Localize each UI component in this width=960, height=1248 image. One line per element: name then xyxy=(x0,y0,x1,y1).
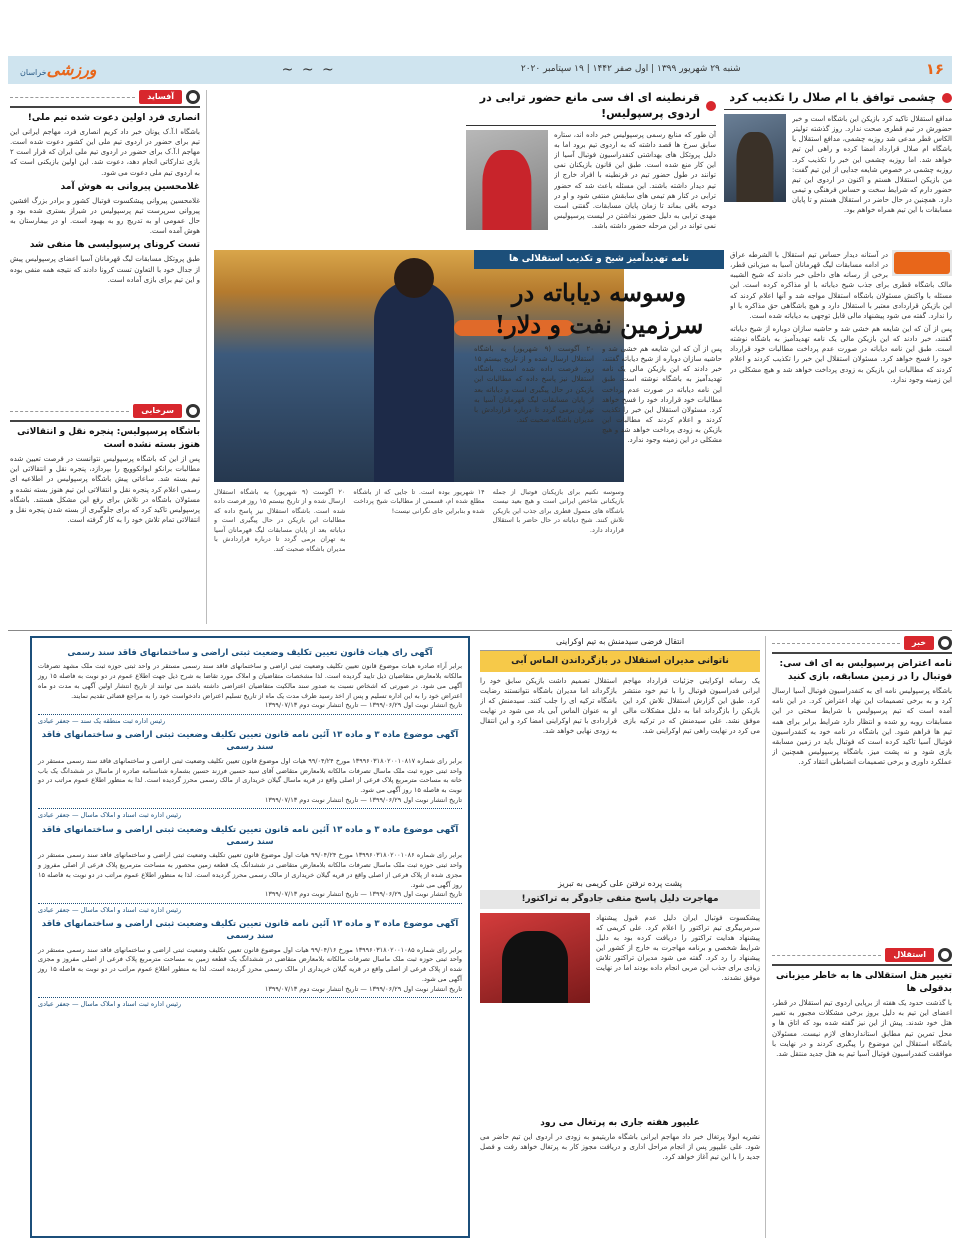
ad-footer: رئیس اداره ثبت اسناد و املاک ماسال — جعفر عبادی xyxy=(38,808,462,820)
enteghal-story xyxy=(480,636,760,872)
sorkhabi-tag: سرخابی xyxy=(133,404,182,418)
karimi-body: پیشکسوت فوتبال ایران دلیل عدم قبول پیشنهاد سرمربیگری تیم تراکتور را اعلام کرد. علی کریمی که پیشنهاد هدایت تراکتور را دریافت کرده بود به دلیل شرایط شخصی و برنامه مهاجرت به خارج از کشور این پیشنهاد را رد کرد. گفته می شود مدیران تراکتور تلاش زیادی برای جذب این مربی انجام داده بودند اما در نهایت موفق نشدند. xyxy=(596,913,760,983)
ad-item xyxy=(38,729,462,820)
ad-body: برابر رای شماره ۱۳۹۹۶۰۳۱۸۰۲۰۰۱۰۸۵ مورخ ۹۹/۰۴/۱۶ هیات اول موضوع قانون تعیین تکلیف وضعیت ثبتی اراضی و ساختمانهای فاقد سند رسمی مستقر در واحد ثبتی حوزه ثبت ملک ماسال تصرفات مالکانه بلامعارض متقاضی در ششدانگ یک قطعه زمین به مساحت مترمربع پلاک فرعی از اصلی مفروز و مجزی شده از پلاک فرعی از اصلی واقع در قریه گیلان خریداری از مالک رسمی محرز گردیده است. لذا به منظور اطلاع عموم مراتب در دو نوبت به فاصله ۱۵ روز آگهی می شود. xyxy=(38,945,462,983)
enteghal-body-right: یک رسانه اوکراینی جزئیات قرارداد مهاجم ایرانی فدراسیون فوتبال را با تیم خود منتشر کرد. طبق این گزارش استقلال تلاش کرد این بازیکن را بازگرداند اما به دلیل مشکلات مالی موفق نشد. علی سیدمنش که در ترکیه بازی می کرد در نهایت راهی تیم اوکراینی شد. xyxy=(623,676,760,736)
feature-caption-a: ۱۴ شهریور بوده است. تا جایی که از باشگاه مطلع شده ام، قسمتی از مطالبات شیخ پرداخت شده و بنابراین جای نگرانی نیست! xyxy=(353,488,485,515)
top-mid-headline: قرنطینه ای اف سی مانع حضور ترابی در اردوی پرسپولیس! xyxy=(466,90,716,126)
coach-silhouette xyxy=(502,931,568,1003)
feature-caption-c: ۲۰ آگوست (۹ شهریور) به باشگاه استقلال ارسال شده و از تاریخ بیستم ۱۵ روز فرصت داده شده است. باشگاه استقلال نیز پاسخ داده که مطالبات این بازیکن در حال پیگیری است و دیاباته بعد از پایان مسابقات لیگ قهرمانان آسیا به تهران برمی گردد تا درباره قراردادش با مدیران باشگاه صحبت کند. xyxy=(214,488,346,553)
feature-col-right-text: در آستانه دیدار حساس تیم استقلال با الشرطه عراق در ادامه مسابقات لیگ قهرمانان آسیا به میزبانی قطر، برخی از رسانه های داخلی خبر دادند که شیخ الشیبه مالک باشگاه قطری برای جذب شیخ دیاباته با او مذاکره کرده است. این مسئله با واکنش مسئولان باشگاه استقلال مواجه شد و آنها اعلام کردند که این بازیکن قراردادی معتبر با استقلال دارد و هیچ باشگاهی حق مذاکره با او را ندارد. گفته می شود پیشنهاد مالی قابل توجهی به دیاباته شده است. xyxy=(730,251,952,320)
player-silhouette xyxy=(736,132,773,202)
enteghal-head: انتقال فرضی سیدمنش به تیم اوکراینی xyxy=(480,636,760,651)
feature-col-right-text-b: پس از آن که این شایعه هم خشی شد و حاشیه سازان دوباره از شیخ دیاباته گفتند، خبر دادند که این بازیکن مالی یک نامه تهدیدآمیز به باشگاه نوشته است. طبق این نامه دیاباته در صورت عدم پرداخت مطالبات خود قرارداد خود را فسخ خواهد کرد. مسئولان استقلال این خبر را تکذیب کردند و اعلام کردند که مطالبات این بازیکن به زودی پرداخت خواهد شد و هیچ مشکلی در این زمینه وجود ندارد. xyxy=(730,324,952,384)
feature-caption-b: وسوسه نکنیم برای بازیکنان فوتبال از جمله بازیکنانی شاخص ایرانی است و هیچ بعید نیست باشگاه های متمول قطری برای جذب این بازیکن تلاش کنند. شیخ دیاباته در حال حاضر با استقلال قرارداد دارد. xyxy=(492,488,624,534)
esteghlal-header xyxy=(772,948,952,966)
karimi-head: پشت پرده نرفتن علی کریمی به تبریز xyxy=(558,879,682,888)
top-right-body: مدافع استقلال تاکید کرد بازیکن این باشگاه است و خبر حضورش در تیم قطری صحت ندارد. روز گذشته تولیتر الکاس قطر مدعی شد روزبه چشمی، مدافع استقلال با باشگاه ام صلال قرارداد امضا کرده و راهی این تیم خواهد شد. اما روزبه چشمی این خبر را تکذیب کرد. روزبه چشمی در خصوص شایعه جدایی از این تیم گفت: من بازیکن استقلال هستم و اکنون در اردوی این تیم حضور دارم که شرایط سخت و حساس فرهنگی و تیمی دارد. همچنین در حال حاضر در استقلال هستم و تا پایان مسابقات با این تیم همراه خواهم بود. xyxy=(792,114,952,215)
khabar-body: باشگاه پرسپولیس نامه ای به کنفدراسیون فوتبال آسیا ارسال کرد و به برخی تصمیمات این نهاد اعتراض کرد. در این نامه آمده است که تیم پرسپولیس با شرایط سختی در این مسابقات روبه رو شده و انتظار دارد شرایط برابر برای همه تیم ها فراهم شود. این باشگاه در نامه خود به کنفدراسیون فوتبال آسیا تاکید کرده است که فوتبال باید در زمین مسابقه بازی شود و نه پشت میز. باشگاه پرسپولیس همچنین از عملکرد داوری و برخی تصمیمات انضباطی انتقاد کرد. xyxy=(772,687,952,767)
ad-item xyxy=(38,647,462,726)
offside-item-body: باشگاه ا.آ.ک یونان خبر داد کریم انصاری فرد، مهاجم ایرانی این تیم برای حضور در اردوی تیم ملی این کشور دعوت شده است. مهاجم ا.آ.ک برای حضور در اردوی تیم ملی ایران که قرار است ۲ بازی تدارکاتی انجام دهد، دعوت شد. این اولین بازیکنی است که به اردوی تیم ملی دعوت می شود. xyxy=(10,128,200,177)
ad-body: برابر رای شماره ۱۳۹۹۶۰۳۱۸۰۲۰۰۱۰۸۱۷ مورخ ۹۹/۰۴/۲۴ هیات اول موضوع قانون تعیین تکلیف وضعیت ثبتی اراضی و ساختمانهای فاقد سند رسمی مستقر در واحد ثبتی حوزه ثبت ملک ماسال تصرفات مالکانه بلامعارض متقاضی آقای سید حسین فرزند حسین بشماره شناسنامه صادره از ماسال در ششدانگ یک باب خانه به مساحت مترمربع پلاک فرعی از اصلی واقع در قریه ماسال گیلان خریداری از مالک رسمی محرز گردیده است. لذا به منظور اطلاع عموم مراتب در دو نوبت به فاصله ۱۵ روز آگهی می شود. xyxy=(38,756,462,795)
page-number: ۱۶ xyxy=(925,60,944,79)
brand-text: خراسان xyxy=(20,68,47,78)
esteghlal-column xyxy=(772,948,952,1238)
cheshmi-photo xyxy=(724,114,786,202)
ad-title: آگهی موضوع ماده ۳ و ماده ۱۳ آئین نامه قانون تعیین تکلیف وضعیت ثبتی اراضی و ساختمانهای فاقد سند رسمی xyxy=(41,919,459,942)
top-mid-body: آن طور که منابع رسمی پرسپولیس خبر داده اند، ستاره سابق سرخ ها قصد داشته که به اردوی تیم برود اما به دلیل پروتکل های بهداشتی کنفدراسیون فوتبال آسیا از این کار منع شده است. طبق این قانون بازیکنان نمی توانند در طول حضور تیم در قرنطینه با افراد خارج از تیم دیدار داشته باشند. این مسئله باعث شد که حضور ترابی در کنار هم تیمی های سابقش منتفی شود و او در دوحه باقی بماند تا زمان پایان مسابقات. گفتنی است مهدی ترابی به دلیل حضور نداشتن در لیست پرسپولیس نمی تواند در این مرحله حضور داشته باشد. xyxy=(554,130,716,231)
ad-dates: تاریخ انتشار نوبت اول ۱۳۹۹/۰۶/۲۹ — تاریخ انتشار نوبت دوم ۱۳۹۹/۰۷/۱۳ xyxy=(264,984,462,993)
masthead xyxy=(8,56,952,84)
ad-footer: رئیس اداره ثبت منطقه یک سند — جعفر عبادی xyxy=(38,714,462,726)
portugal-story xyxy=(480,1114,760,1238)
decorative-script: ~ ~ ~ xyxy=(281,61,336,78)
bullet-icon xyxy=(942,93,952,103)
enteghal-title: ناتوانی مدیران استقلال در بازگرداندن الماس آبی xyxy=(480,651,760,672)
ball-icon xyxy=(938,636,952,650)
khabar-header xyxy=(772,636,952,654)
karimi-story xyxy=(480,878,760,1108)
offside-item-body: غلامحسین پیروانی پیشکسوت فوتبال کشور و برادر بزرگ افشین پیروانی سرپرست تیم پرسپولیس در شیراز بستری شده بود و حال عمومی او به تدریج رو به بهبود است. او در بیمارستان به هوش آمده است. xyxy=(10,196,200,236)
player-head xyxy=(394,258,434,298)
bullet-icon xyxy=(706,101,716,111)
logo-text: ورزشی xyxy=(46,60,97,80)
ball-icon xyxy=(186,90,200,104)
ad-footer: رئیس اداره ثبت اسناد و املاک ماسال — جعفر عبادی xyxy=(38,903,462,915)
offside-header xyxy=(10,90,200,108)
section-logo xyxy=(16,58,97,81)
feature-badge xyxy=(892,250,952,276)
feature-kicker: نامه تهدیدآمیز شیخ و تکذیب استقلالی ها xyxy=(474,250,724,269)
offside-item-title: تست کرونای پرسپولیسی ها منفی شد xyxy=(29,240,200,251)
top-mid-story xyxy=(466,90,716,240)
ad-dates: تاریخ انتشار نوبت اول ۱۳۹۹/۰۶/۲۹ — تاریخ انتشار نوبت دوم ۱۳۹۹/۰۷/۱۳ xyxy=(264,701,462,710)
sorkhabi-title: باشگاه پرسپولیس: پنجره نقل و انتقالاتی هنوز بسته نشده است xyxy=(17,427,200,451)
torabi-photo xyxy=(466,130,548,230)
ad-item xyxy=(38,918,462,1009)
sorkhabi-header xyxy=(10,404,200,422)
karimi-title: مهاجرت دلیل پاسخ منفی جادوگر به تراکتور! xyxy=(480,890,760,909)
player-silhouette xyxy=(482,150,531,230)
offside-item-title: انصاری فرد اولین دعوت شده تیم ملی! xyxy=(27,113,200,123)
esteghlal-body: با گذشت حدود یک هفته از برپایی اردوی تیم استقلال در قطر، اعضای این تیم به دلیل بروز برخی مشکلات مجبور به تغییر هتل خود شدند. پیش از این نیز گفته شده بود که اتاق ها و محل تمرین تیم مطابق استانداردهای لازم نیست. مسئولان باشگاه استقلال این موضوع را پیگیری کردند و در نهایت با موافقت کنفدراسیون فوتبال آسیا تیم به هتل جدید منتقل شد. xyxy=(772,999,952,1058)
offside-item-body: طبق پروتکل مسابقات لیگ قهرمانان آسیا اعضای پرسپولیس پیش از جدال خود با التعاون تست کرونا دادند که نتیجه همه منفی بوده و این تیم برای بازی آماده است. xyxy=(10,255,200,284)
ad-title: آگهی موضوع ماده ۳ و ماده ۱۳ آئین نامه قانون تعیین تکلیف وضعیت ثبتی اراضی و ساختمانهای فاقد سند رسمی xyxy=(41,824,459,847)
ad-dates: تاریخ انتشار نوبت اول ۱۳۹۹/۰۶/۲۹ — تاریخ انتشار نوبت دوم ۱۳۹۹/۰۷/۱۳ xyxy=(264,795,462,804)
sorkhabi-body: پس از این که باشگاه پرسپولیس نتوانست در فرصت تعیین شده مطالبات برانکو ایوانکوویچ را بپردازد، پنجره نقل و انتقالاتی این تیم بسته شد. ساعاتی پیش باشگاه پرسپولیس در اطلاعیه ای رسمی اعلام کرد پنجره نقل و انتقالاتی این تیم هنوز بسته نشده و مسئولان باشگاه در تلاش برای رفع این مشکل هستند. باشگاه پرسپولیس تاکید کرد که برای جلوگیری از بسته شدن پنجره نقل و انتقالاتی تمام تلاش خود را به کار گرفته است. xyxy=(10,455,200,524)
top-right-headline: چشمی توافق با ام صلال را تکذیب کرد xyxy=(724,90,952,110)
ad-dates: تاریخ انتشار نوبت اول ۱۳۹۹/۰۶/۲۹ — تاریخ انتشار نوبت دوم ۱۳۹۹/۰۷/۱۳ xyxy=(264,890,462,899)
feature-col-right xyxy=(730,250,952,624)
badge-shape xyxy=(894,252,950,274)
feature-title: وسوسه دیاباته در سرزمین نفت و دلار! xyxy=(494,278,704,340)
top-right-story xyxy=(724,90,952,240)
ad-title: آگهی رای هیات قانون تعیین تکلیف وضعیت ثبتی اراضی و ساختمانهای فاقد سند رسمی xyxy=(67,648,433,658)
enteghal-body-left: استقلال تصمیم داشت بازیکن سابق خود را بازگرداند اما مدیران باشگاه نتوانستند رضایت باشگاه ترکیه ای را جلب کنند. سیدمنش که از او به عنوان الماس آبی یاد می شود در نهایت قراردادی با تیم اوکراینی امضا کرد و این انتقال به زودی نهایی خواهد شد. xyxy=(480,676,617,736)
portugal-body: نشریه ابولا پرتغال خبر داد مهاجم ایرانی باشگاه ماریتیمو به زودی در اردوی این تیم حاضر می شود. علی علیپور پس از انجام مراحل اداری و دریافت مجوز کار به پرتغال خواهد رفت و فصل جدید را با این تیم آغاز خواهد کرد. xyxy=(480,1133,760,1162)
offside-column xyxy=(10,90,200,396)
ads-block xyxy=(30,636,470,1238)
khabar-column xyxy=(772,636,952,938)
ad-item xyxy=(38,824,462,915)
portugal-title: علیپور هفته جاری به پرتغال می رود xyxy=(540,1118,700,1128)
ad-body: برابر رای شماره ۱۳۹۹۶۰۳۱۸۰۲۰۰۱۰۸۶ مورخ ۹۹/۰۴/۲۴ هیات اول موضوع قانون تعیین تکلیف وضعیت ثبتی اراضی و ساختمانهای فاقد سند رسمی مستقر در واحد ثبتی حوزه ثبت ملک ماسال تصرفات مالکانه بلامعارض متقاضی در ششدانگ یک قطعه زمین محصور به مساحت مترمربع پلاک فرعی از اصلی مفروز و مجزی شده از پلاک فرعی از اصلی واقع در قریه گیلان خریداری از مالک رسمی محرز گردیده است. لذا به منظور اطلاع عموم مراتب در دو نوبت به فاصله ۱۵ روز آگهی می شود. xyxy=(38,851,462,889)
karimi-photo xyxy=(480,913,590,1003)
offside-tag: آفساید xyxy=(139,90,182,104)
esteghlal-tag: استقلال xyxy=(885,948,934,962)
feature-col-mid-text: پس از آن که این شایعه هم خشی شد و حاشیه سازان دوباره از شیخ دیاباته گفتند، خبر دادند که این بازیکن مالی یک نامه تهدیدآمیز به باشگاه نوشته است. طبق این نامه دیاباته در صورت عدم پرداخت مطالبات خود قرارداد خود را فسخ خواهد کرد. مسئولان استقلال این خبر را تکذیب کردند و اعلام کردند که مطالبات این بازیکن به زودی پرداخت خواهد شد و هیچ مشکلی در این زمینه وجود ندارد. xyxy=(602,345,722,445)
date-line: شنبه ۲۹ شهریور ۱۳۹۹ | اول صفر ۱۴۴۲ | ۱۹ سپتامبر ۲۰۲۰ xyxy=(520,64,741,75)
ad-title: آگهی موضوع ماده ۳ و ماده ۱۳ آئین نامه قانون تعیین تکلیف وضعیت ثبتی اراضی و ساختمانهای فاقد سند رسمی xyxy=(41,730,459,753)
feature-bottom xyxy=(214,488,624,624)
feature-col-left xyxy=(474,344,594,484)
ball-icon xyxy=(186,404,200,418)
esteghlal-title: تغییر هتل استقلالی ها به خاطر میزبانی بدقولی ها xyxy=(775,971,952,995)
sorkhabi-column xyxy=(10,404,200,624)
feature-col-left-text: ۲۰ آگوست (۹ شهریور) به باشگاه استقلال ارسال شده و از تاریخ بیستم ۱۵ روز فرصت داده شده است. باشگاه استقلال نیز پاسخ داده که مطالبات این بازیکن در حال پیگیری است و دیاباته بعد از پایان مسابقات لیگ قهرمانان آسیا به تهران برمی گردد تا درباره قراردادش با مدیران باشگاه صحبت کند. xyxy=(474,345,594,424)
khabar-title: نامه اعتراض پرسپولیس به ای اف سی: فوتبال را در زمین مسابقه، بازی کنید xyxy=(779,659,952,683)
ball-icon xyxy=(938,948,952,962)
ad-footer: رئیس اداره ثبت اسناد و املاک ماسال — جعفر عبادی xyxy=(38,997,462,1009)
feature-head xyxy=(474,250,724,340)
offside-item-title: غلامحسین پیروانی به هوش آمد xyxy=(60,181,200,192)
ad-body: برابر آراء صادره هیات موضوع قانون تعیین تکلیف وضعیت ثبتی اراضی و ساختمانهای فاقد سند رسمی مستقر در واحد ثبتی حوزه ثبت ملک مشهد تصرفات مالکانه بلامعارض متقاضیان ذیل تایید گردیده است. لذا مشخصات متقاضیان و املاک مورد تقاضا به شرح ذیل جهت اطلاع عموم در دو نوبت به فاصله ۱۵ روز آگهی می شود. در صورتی که اشخاص نسبت به صدور سند مالکیت متقاضیان اعتراضی داشته باشند می توانند از تاریخ انتشار اولین آگهی به مدت دو ماه اعتراض خود را به این اداره تسلیم و پس از اخذ رسید ظرف مدت یک ماه از تاریخ تسلیم اعتراض دادخواست خود را به مراجع قضائی تقدیم نمایند. xyxy=(38,662,462,700)
khabar-tag: خبر xyxy=(904,636,934,650)
player-silhouette xyxy=(374,280,454,482)
